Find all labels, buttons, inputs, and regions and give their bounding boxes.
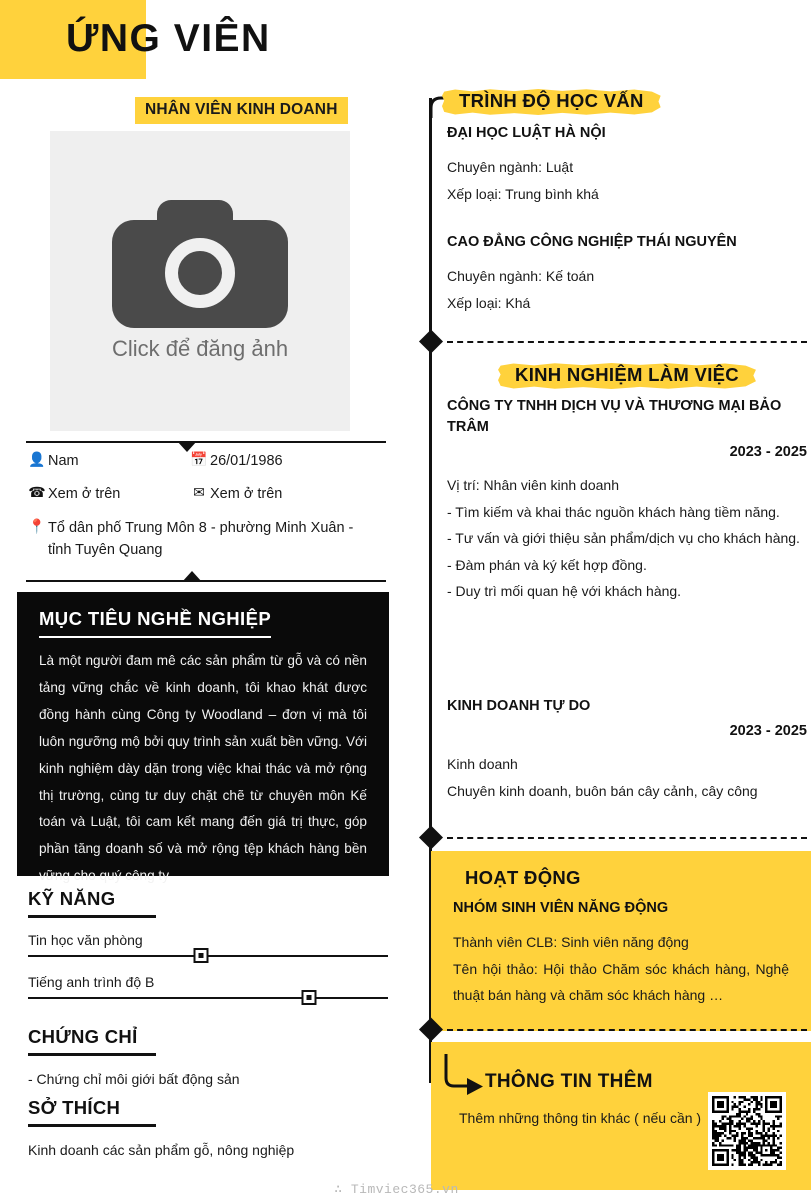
experience-date: 2023 - 2025 xyxy=(729,444,807,461)
activities-block xyxy=(431,851,811,1031)
career-objective-title: MỤC TIÊU NGHỀ NGHIỆP xyxy=(39,608,271,638)
skills-section xyxy=(28,888,388,1002)
skill-slider-handle[interactable] xyxy=(195,950,206,961)
contact-row-phone-email xyxy=(26,483,386,505)
timeline-diamond-marker xyxy=(418,329,442,353)
experience-entry xyxy=(447,696,807,804)
education-school: CAO ĐẲNG CÔNG NGHIỆP THÁI NGUYÊN xyxy=(447,234,737,250)
divider-caret-up-icon xyxy=(182,571,202,582)
qr-code-icon[interactable] xyxy=(708,1092,786,1170)
interest-item[interactable]: Kinh doanh các sản phẩm gỗ, nông nghiệp xyxy=(28,1142,295,1158)
timeline-dashed-separator xyxy=(447,837,807,839)
experience-company: CÔNG TY TNHH DỊCH VỤ VÀ THƯƠNG MẠI BẢO TRÂM xyxy=(447,398,782,436)
photo-upload-area[interactable] xyxy=(50,131,350,431)
activities-title: HOẠT ĐỘNG xyxy=(465,867,581,888)
experience-position: Vị trí: Nhân viên kinh doanh xyxy=(447,477,619,494)
contact-gender-value: Nam xyxy=(48,453,79,469)
experience-duty: - Tìm kiếm và khai thác nguồn khách hàng tiềm năng. xyxy=(447,503,780,520)
certificates-title: CHỨNG CHỈ xyxy=(28,1026,156,1056)
contact-row-gender-dob xyxy=(26,450,386,472)
experience-date: 2023 - 2025 xyxy=(729,723,807,740)
contact-dob xyxy=(188,450,283,472)
experience-title: KINH NGHIỆM LÀM VIỆC xyxy=(503,361,751,390)
education-grade: Xếp loại: Khá xyxy=(447,294,531,311)
activities-line: Thành viên CLB: Sinh viên năng động xyxy=(453,934,689,951)
education-title: TRÌNH ĐỘ HỌC VẤN xyxy=(447,87,656,116)
timeline-dashed-separator xyxy=(447,1029,807,1031)
skill-slider[interactable] xyxy=(28,951,388,960)
contact-address-value: Tổ dân phố Trung Môn 8 - phường Minh Xuân - tỉnh Tuyên Quang xyxy=(48,519,354,559)
contact-divider-top xyxy=(26,441,386,443)
camera-icon xyxy=(112,200,288,328)
activities-group: NHÓM SINH VIÊN NĂNG ĐỘNG xyxy=(453,900,669,916)
skill-slider[interactable] xyxy=(28,993,388,1002)
right-column xyxy=(415,0,811,1203)
education-major: Chuyên ngành: Luật xyxy=(447,159,574,176)
page-title: ỨNG VIÊN xyxy=(66,17,271,60)
job-title-badge[interactable]: NHÂN VIÊN KINH DOANH xyxy=(135,97,348,124)
education-major: Chuyên ngành: Kế toán xyxy=(447,268,595,285)
experience-duty: - Đàm phán và ký kết hợp đồng. xyxy=(447,556,647,573)
contact-block xyxy=(26,450,386,573)
more-info-block xyxy=(431,1042,811,1190)
experience-entry xyxy=(447,396,807,605)
envelope-icon: ✉ xyxy=(193,484,205,501)
skill-track xyxy=(28,997,388,999)
skill-item xyxy=(28,932,388,960)
education-grade: Xếp loại: Trung bình khá xyxy=(447,185,599,202)
experience-duty: - Duy trì mối quan hệ với khách hàng. xyxy=(447,583,682,600)
person-icon: 👤 xyxy=(28,451,46,467)
timeline-arrow-bottom-icon xyxy=(435,1054,487,1096)
contact-gender xyxy=(26,450,188,472)
contact-phone xyxy=(26,483,188,505)
experience-duty: Chuyên kinh doanh, buôn bán cây cảnh, cây công xyxy=(447,782,758,799)
location-pin-icon: 📍 xyxy=(28,517,46,534)
contact-email xyxy=(188,483,282,505)
education-entry xyxy=(447,232,807,316)
contact-divider-bottom xyxy=(26,580,386,582)
skill-name: Tiếng anh trình độ B xyxy=(28,974,155,990)
certificate-item[interactable]: - Chứng chỉ môi giới bất động sản xyxy=(28,1071,240,1087)
career-objective-text[interactable]: Là một người đam mê các sản phẩm từ gỗ và có nền tảng vững chắc về kinh doanh, tôi khao khát được đồng hành cùng Công ty Woodland – đơn vị mà tôi luôn ngưỡng mộ bởi quy trình sản xuất bền vững. Với kinh nghiệm dày dặn trong việc khai thác và mở rộng thị trường, cùng tư duy chặt chẽ từ chuyên môn Kế toán và Luật, tôi cam kết mang đến giá trị thực, góp phần tăng doanh số và mở rộng tệp khách hàng bền vững cho quý công ty xyxy=(39,653,367,884)
contact-address xyxy=(26,517,358,562)
photo-placeholder-label: Click để đăng ảnh xyxy=(111,336,289,361)
skill-track xyxy=(28,955,388,957)
contact-row-address xyxy=(26,517,386,562)
contact-phone-value: Xem ở trên xyxy=(48,486,121,503)
skills-title: KỸ NĂNG xyxy=(28,888,156,918)
more-info-text[interactable]: Thêm những thông tin khác ( nếu cần ) xyxy=(459,1110,702,1126)
skill-item xyxy=(28,974,388,1002)
interests-title: SỞ THÍCH xyxy=(28,1097,156,1127)
timeline-diamond-marker xyxy=(418,825,442,849)
activities-line: Tên hội thảo: Hội thảo Chăm sóc khách hàng, Nghệ thuật bán hàng và chăm sóc khách hàng … xyxy=(453,960,789,1004)
experience-company: KINH DOANH TỰ DO xyxy=(447,698,591,714)
contact-dob-value: 26/01/1986 xyxy=(210,453,283,469)
footer-watermark: ∴ Timviec365.vn xyxy=(334,1182,459,1197)
career-objective-block xyxy=(17,592,389,884)
education-school: ĐẠI HỌC LUẬT HÀ NỘI xyxy=(447,125,606,141)
more-info-title: THÔNG TIN THÊM xyxy=(485,1071,653,1092)
skill-name: Tin học văn phòng xyxy=(28,932,143,948)
certificates-section xyxy=(28,1026,388,1090)
timeline-dashed-separator xyxy=(447,341,807,343)
experience-position: Kinh doanh xyxy=(447,756,518,773)
phone-icon: ☎ xyxy=(28,484,46,501)
experience-duty: - Tư vấn và giới thiệu sản phẩm/dịch vụ cho khách hàng. xyxy=(447,530,800,547)
education-entry xyxy=(447,123,807,207)
contact-email-value: Xem ở trên xyxy=(210,486,283,503)
skill-slider-handle[interactable] xyxy=(303,992,314,1003)
calendar-icon: 📅 xyxy=(190,451,208,467)
interests-section xyxy=(28,1097,388,1161)
